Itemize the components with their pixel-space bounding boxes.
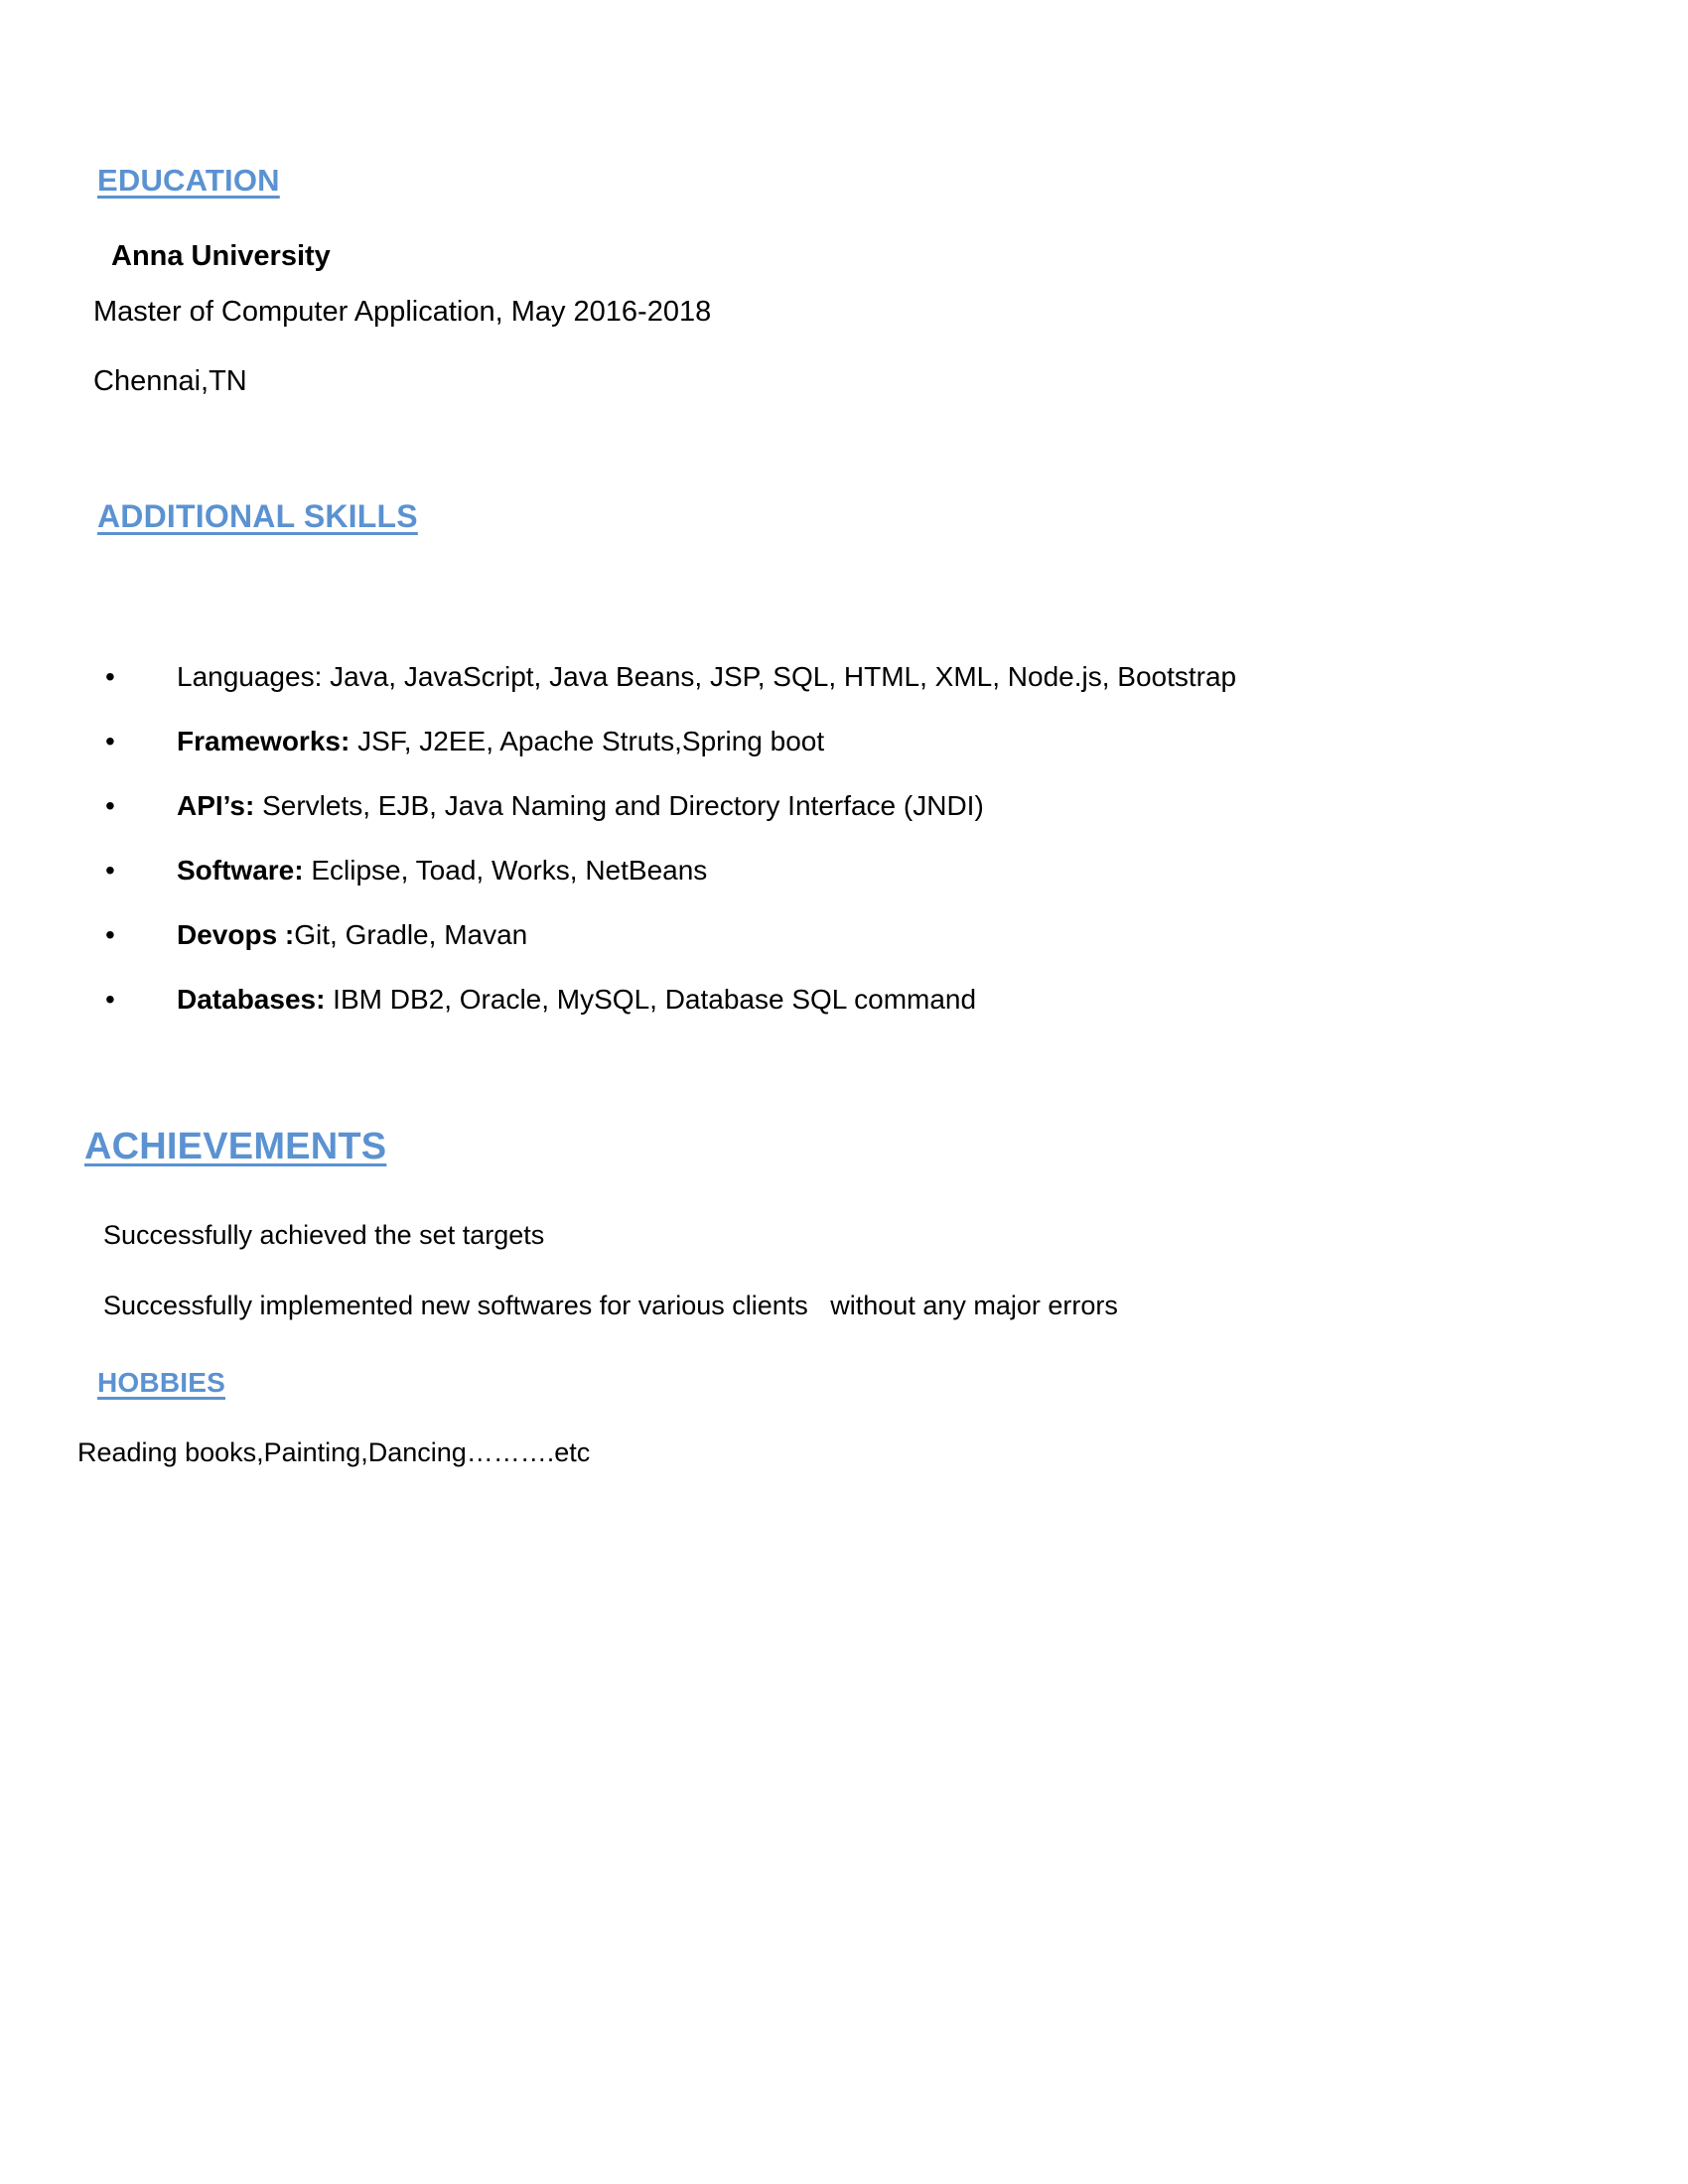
list-item <box>97 986 1408 1014</box>
bullet-icon: • <box>105 726 115 756</box>
section-heading-hobbies: HOBBIES <box>97 1367 225 1398</box>
skill-value: IBM DB2, Oracle, MySQL, Database SQL command <box>325 984 977 1015</box>
skill-label: Languages: <box>177 661 323 692</box>
skill-label: API’s: <box>177 790 255 821</box>
hobbies-text: Reading books,Painting,Dancing……….etc <box>77 1437 591 1467</box>
education-degree-line: Master of Computer Application, May 2016-2018 <box>93 296 712 328</box>
skill-value: Git, Gradle, Mavan <box>294 919 528 950</box>
skill-value: JSF, J2EE, Apache Struts,Spring boot <box>350 726 825 756</box>
list-item <box>97 792 1408 820</box>
skill-value: Eclipse, Toad, Works, NetBeans <box>303 855 708 886</box>
list-item <box>97 921 1408 949</box>
skills-list <box>97 663 1408 1050</box>
skill-label: Software: <box>177 855 304 886</box>
skill-value: Servlets, EJB, Java Naming and Directory Interface (JNDI) <box>254 790 984 821</box>
skill-label: Devops : <box>177 919 295 950</box>
education-school-name: Anna University <box>111 240 331 272</box>
section-heading-achievements: ACHIEVEMENTS <box>84 1126 387 1167</box>
bullet-icon: • <box>105 919 115 950</box>
education-location: Chennai,TN <box>93 365 247 397</box>
skill-value: Java, JavaScript, Java Beans, JSP, SQL, HTML, XML, Node.js, Bootstrap <box>322 661 1237 692</box>
achievement-line: Successfully implemented new softwares for various clients without any major errors <box>103 1291 1118 1320</box>
section-heading-additional-skills: ADDITIONAL SKILLS <box>97 498 418 534</box>
skill-label: Databases: <box>177 984 326 1015</box>
skill-label: Frameworks: <box>177 726 351 756</box>
list-item <box>97 728 1408 755</box>
bullet-icon: • <box>105 855 115 886</box>
list-item <box>97 663 1408 691</box>
achievement-line: Successfully achieved the set targets <box>103 1220 545 1250</box>
bullet-icon: • <box>105 661 115 692</box>
section-heading-education: EDUCATION <box>97 163 280 198</box>
bullet-icon: • <box>105 984 115 1015</box>
bullet-icon: • <box>105 790 115 821</box>
list-item <box>97 857 1408 885</box>
